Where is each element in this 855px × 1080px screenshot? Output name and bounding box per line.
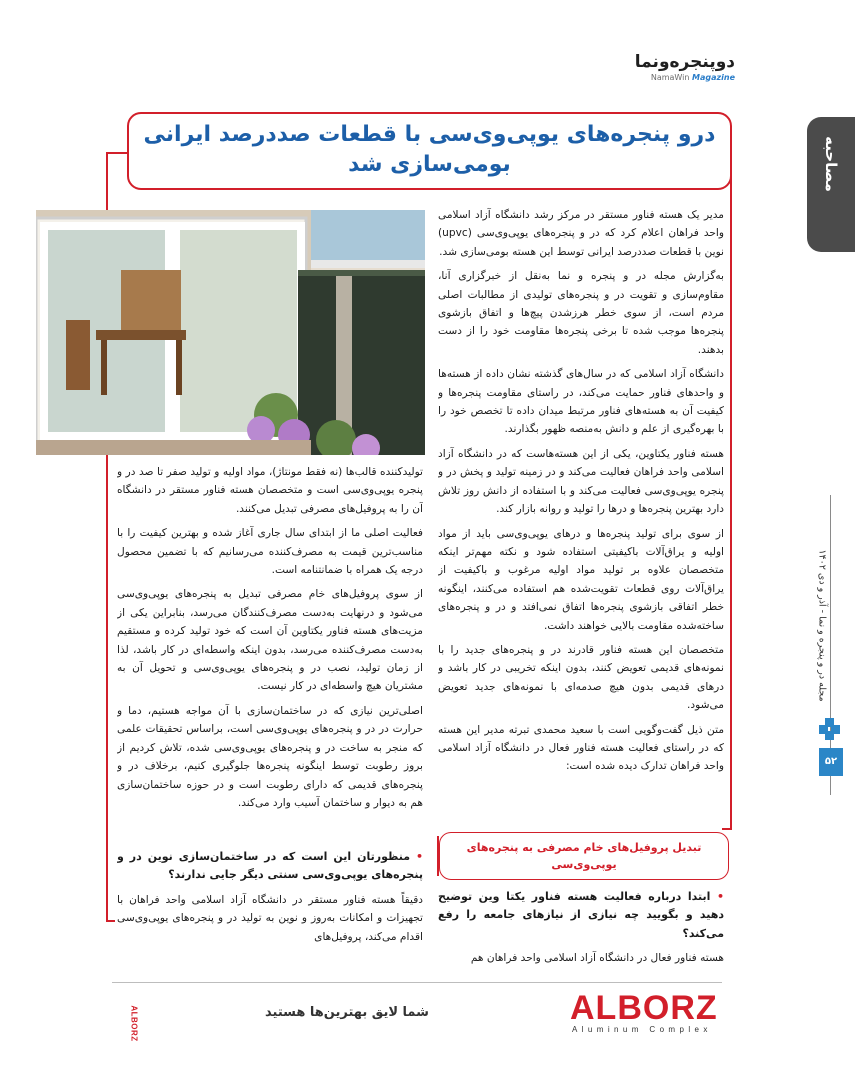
article-title-line1: درو پنجره‌های یوپی‌وی‌سی با قطعات صددرصد ایرانی (143, 122, 716, 147)
paragraph: مدیر یک هسته فناور مستقر در مرکز رشد دانشگاه آزاد اسلامی واحد فراهان اعلام کرد که در و پنجره‌های یوپی‌وی‌سی (upvc) نوین با قطعات صددرصد ایرانی توسط این هسته بومی‌سازی شد. (438, 209, 724, 258)
article-title (129, 120, 730, 180)
paragraph: هسته فناور یکتاوین، یکی از این هسته‌هاست که در دانشگاه آزاد اسلامی واحد فراهان فعالیت می‌کند و در زمینه تولید و پخش در و پنجره یوپی‌وی‌سی فعالیت می‌کند و با استفاده از دانش روز تلاش دارد بهترین پنجره‌ها و درها را تولید و روانه بازار کند. (438, 447, 724, 516)
paragraph: فعالیت اصلی ما از ابتدای سال جاری آغاز شده و بهترین کیفیت را با مناسب‌ترین قیمت به مصرف‌کننده می‌رسانیم که با تضمین محصول درجه یک همراه با ضمانتنامه است. (117, 527, 423, 577)
paragraph: از سوی پروفیل‌های خام مصرفی تبدیل به پنجره‌های یوپی‌وی‌سی می‌شود و درنهایت به‌دست مصرف‌کنندگان می‌رسد، بنابراین یکی از مزیت‌های هسته فناور یکتاوین آن است که خود تولید کرده و مستقیم به‌دست مصرف‌کننده می‌رسد، بدون اینکه واسطه‌ای در کار باشد، لذا از زمان تولید، نصب در و پنجره‌های یوپی‌وی‌سی و تحویل آن به مشتریان هیچ واسطه‌ای در کار نیست. (117, 588, 423, 693)
paragraph: تولیدکننده قالب‌ها (نه فقط مونتاژ)، مواد اولیه و تولید صفر تا صد در و پنجره یوپی‌وی‌سی است و متخصصان هسته فناور مستقر در دانشگاه آن را به پروفیل‌های مصرفی تبدیل می‌کنند. (117, 466, 423, 515)
callout-text: تبدیل پروفیل‌های خام مصرفی به پنجره‌های یوپی‌وی‌سی (466, 841, 702, 871)
interview-question (117, 848, 423, 885)
title-box (127, 112, 732, 190)
frame-line (106, 920, 115, 922)
article-qa-right (438, 888, 724, 968)
paragraph: متن ذیل گفت‌وگویی است با سعید محمدی تبرته مدیر این هسته که در راستای فعالیت هسته فناور فعال در دانشگاه آزاد اسلامی واحد فراهان تدارک دیده شده است: (438, 723, 724, 773)
question-text: منظورتان این است که در ساختمان‌سازی نوین در و پنجره‌های یوپی‌وی‌سی سنتی دیگر جایی ندارند؟ (117, 850, 423, 882)
article-column-right (438, 206, 724, 821)
alborz-wordmark: ALBORZ (570, 989, 718, 1027)
paragraph: اصلی‌ترین نیازی که در ساختمان‌سازی با آن مواجه هستیم، دما و حرارت در در و پنجره‌های یوپی‌وی‌سی است، براساس تحقیقات علمی که منجر به ساخت در و پنجره‌های یوپی‌وی‌سی شده، تلاش کردیم از بروز رطوبت توسط اینگونه پنجره‌ها جلوگیری کنیم، برخلاف در و پنجره‌های قدیمی که دارای رطوبت است و در حوزه ساختمان‌سازی هم به دیوار و ساختمان آسیب وارد می‌کند. (117, 704, 423, 809)
cubes-icon (819, 718, 841, 740)
footer-slogan: شما لایق بهترین‌ها هستید (265, 1005, 429, 1020)
alborz-tagline: Aluminum Complex (572, 1025, 712, 1034)
bullet-icon: • (716, 890, 724, 903)
alborz-logo (570, 990, 730, 1038)
paragraph: دقیقاً هسته فناور مستقر در دانشگاه آزاد اسلامی واحد فراهان با تجهیزات و امکانات به‌روز و نوین به تولید در و پنجره‌های یوپی‌وی‌سی اقدام می‌کند، پروفیل‌های (117, 893, 423, 943)
paragraph: دانشگاه آزاد اسلامی که در سال‌های گذشته نشان داده از هسته‌ها و واحدهای فناور حمایت می‌کند، در راستای مقاومت پنجره‌ها و کیفیت آن به هسته‌های فناور مرتبط میدان داده تا تخصص خود را با بهره‌گیری از علم و دانش به‌منصه ظهور بگذارند. (438, 368, 724, 436)
article-column-left (117, 463, 423, 839)
article-qa-left (117, 848, 423, 966)
footer-divider (112, 982, 722, 983)
vertical-brand-logo: ALBORZ (129, 1005, 139, 1042)
page-number: ۵۲ (819, 748, 843, 776)
section-label: مصاحبه (822, 136, 840, 192)
article-photo (36, 210, 425, 455)
magazine-brand: دوپنجره‌ونما (634, 52, 735, 72)
magazine-sub-magazine: Magazine (691, 73, 735, 82)
question-text: ابتدا درباره فعالیت هسته فناور یکتا وین توضیح دهید و بگویید چه نیازی از نیازهای جامعه را رفع می‌کند؟ (438, 890, 724, 940)
frame-line (730, 170, 732, 830)
magazine-logo (585, 52, 735, 82)
callout-box (439, 832, 729, 880)
interview-question (438, 888, 724, 943)
paragraph: هسته فناور فعال در دانشگاه آزاد اسلامی واحد فراهان هم (470, 952, 724, 965)
article-title-line2: بومی‌سازی شد (348, 152, 511, 177)
frame-line (722, 828, 732, 830)
bullet-icon: • (415, 850, 423, 863)
paragraph: متخصصان این هسته فناور قادرند در و پنجره‌های جدید را با نمونه‌های قدیمی تعویض کنند، بدون اینکه تخریبی در کار باشد و درهای قدیمی بدون هیچ صدمه‌ای با نمونه‌های جدید تعویض می‌شود. (438, 643, 724, 712)
window-photo-illustration (36, 210, 425, 455)
magazine-subtitle (585, 73, 735, 82)
paragraph: از سوی برای تولید پنجره‌ها و درهای یوپی‌وی‌سی باید از مواد اولیه و یراق‌آلات باکیفیتی استفاده شود و نکته مهم‌تر اینکه متخصصان علاوه بر تولید مواد اولیه مرغوب و باکیفیت از یراق‌آلات روی قطعات تقویت‌شده هم استفاده می‌کنند، اینگونه خطر اتفاقی بازشوی پنجره‌ها اتفاق نمی‌افتد و در و پنجره‌های ساخته‌شده مقاومت بالایی خواهند داشت. (438, 527, 724, 632)
magazine-sub-brand: NamaWin (650, 73, 690, 82)
issue-info: مجله در و پنجره و نما - آذر و دی ۱۴۰۲ (816, 549, 828, 702)
paragraph: به‌گزارش مجله در و پنجره و نما به‌نقل از خبرگزاری آنا، مقاوم‌سازی و تقویت در و پنجره‌های تولیدی از مطالبات اصلی مردم است، از سوی خطر هرزشدن پیچ‌ها و اتفاق بازشوی پنجره‌ها موجب شده تا برخی پنجره‌ها مقاومت خود را از دست بدهند. (438, 270, 724, 356)
